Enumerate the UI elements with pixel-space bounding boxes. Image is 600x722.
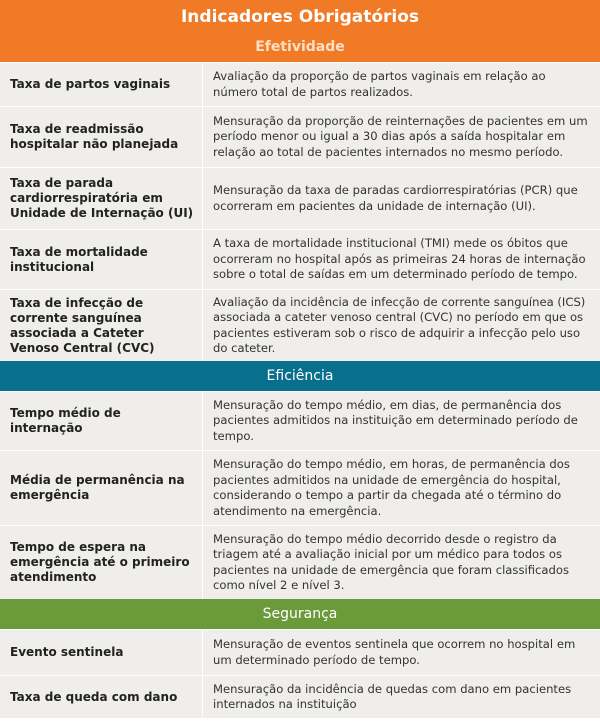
table-row — [0, 629, 600, 675]
section-header-efetividade: Efetividade — [0, 32, 600, 62]
table-row — [0, 525, 600, 599]
indicator-name: Tempo de espera na emergência até o primeiro atendimento — [0, 526, 203, 599]
table-row — [0, 167, 600, 229]
table-row — [0, 391, 600, 450]
table-row — [0, 62, 600, 106]
indicator-description: Avaliação da incidência de infecção de corrente sanguínea (ICS) associada a cateter venoso central (CVC) no período em que os pacientes estiveram sob o risco de adquirir a infecção pelo uso do cateter. — [213, 294, 586, 355]
section-header-eficiencia: Eficiência — [0, 361, 600, 391]
indicator-name: Taxa de partos vaginais — [0, 63, 203, 106]
indicator-description: Mensuração da incidência de quedas com dano em pacientes internados na instituição — [213, 681, 572, 711]
indicator-name: Evento sentinela — [0, 630, 203, 675]
table-title: Indicadores Obrigatórios — [0, 0, 600, 32]
indicator-description: Mensuração do tempo médio, em dias, de permanência dos pacientes admitidos na instituição em determinado período de tempo. — [213, 397, 578, 443]
indicator-description: Mensuração da proporção de reinternações de pacientes em um período menor ou igual a 30 dias após a saída hospitalar em relação ao total de pacientes internados no mesmo período. — [213, 113, 588, 159]
indicator-description: A taxa de mortalidade institucional (TMI) mede os óbitos que ocorreram no hospital após as primeiras 24 horas de internação sobre o total de saídas em um determinado período de tempo. — [213, 236, 586, 282]
indicator-name: Taxa de infecção de corrente sanguínea associada a Cateter Venoso Central (CVC) — [0, 290, 203, 361]
table-row — [0, 675, 600, 718]
table-row — [0, 450, 600, 525]
indicator-name: Média de permanência na emergência — [0, 451, 203, 525]
table-row — [0, 229, 600, 289]
indicator-name: Taxa de queda com dano — [0, 676, 203, 718]
indicator-name: Taxa de readmissão hospitalar não planejada — [0, 107, 203, 167]
table-row — [0, 289, 600, 361]
section-header-seguranca: Segurança — [0, 599, 600, 629]
indicator-description: Avaliação da proporção de partos vaginais em relação ao número total de partos realizados. — [213, 69, 546, 99]
table-row — [0, 106, 600, 167]
indicator-description: Mensuração do tempo médio decorrido desde o registro da triagem até a avaliação inicial por um médico para todos os pacientes na unidade de emergência que foram classificados como nível 2 e nível 3. — [213, 531, 569, 592]
indicator-name: Taxa de mortalidade institucional — [0, 230, 203, 289]
indicator-description: Mensuração de eventos sentinela que ocorrem no hospital em um determinado período de tempo. — [213, 637, 576, 667]
indicator-name: Taxa de parada cardiorrespiratória em Unidade de Internação (UI) — [0, 168, 203, 229]
indicator-description: Mensuração da taxa de paradas cardiorrespiratórias (PCR) que ocorreram em pacientes da unidade de internação (UI). — [213, 183, 578, 213]
indicator-name: Tempo médio de internação — [0, 392, 203, 450]
indicator-description: Mensuração do tempo médio, em horas, de permanência dos pacientes admitidos na unidade de emergência do hospital, considerando o tempo a partir da chegada até o término do atendimento na emergência. — [213, 457, 570, 518]
